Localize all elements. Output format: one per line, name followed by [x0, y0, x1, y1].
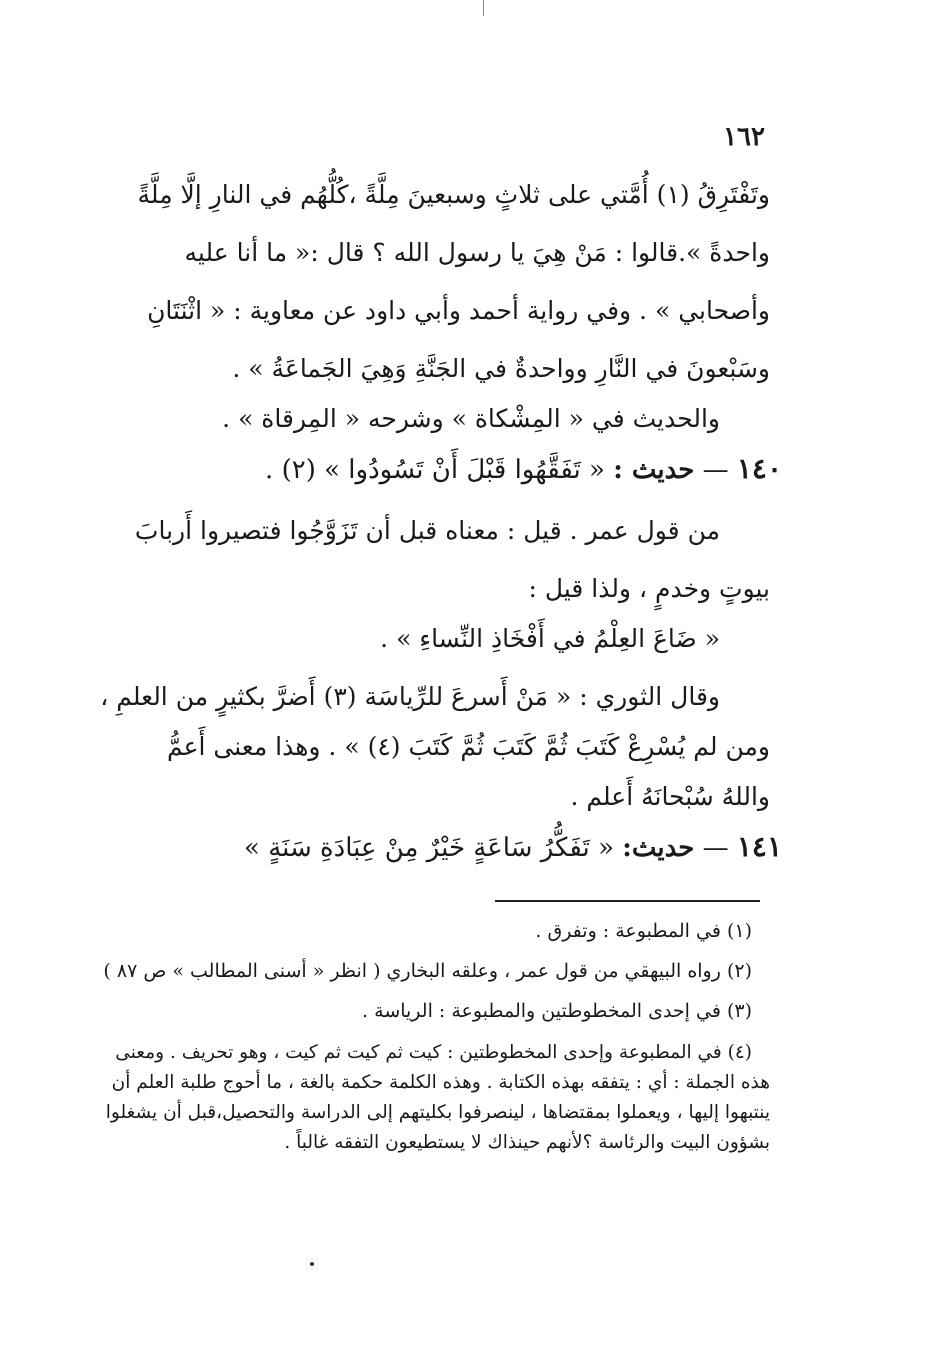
hadith-number: ١٤٠: [736, 452, 782, 485]
text-line: بيوتٍ وخدمٍ ، ولذا قيل :: [528, 574, 770, 603]
scan-mark: [483, 0, 484, 16]
footnote-4: [90, 1038, 770, 1158]
hadith-text: « تَفَكُّرُ سَاعَةٍ خَيْرٌ مِنْ عِبَادَةِ سَنَةٍ »: [244, 833, 614, 863]
text-line: من قول عمر . قيل : معناه قبل أن تَزَوَّجُوا فتصيروا أَربابَ: [134, 516, 720, 545]
hadith-dash: —: [702, 455, 729, 485]
text-line: وتَفْتَرِقُ (١) أُمَّتي على ثلاثٍ وسبعينَ مِلَّةً ،كُلُّهُم في النارِ إلَّا مِلَّةً: [137, 180, 770, 209]
hadith-text: « تَفَقَّهُوا قَبْلَ أَنْ تَسُودُوا » (٢) .: [265, 455, 605, 485]
footnote-1: (١) في المطبوعة : وتفرق .: [535, 920, 752, 942]
text-line: وأصحابي » . وفي رواية أحمد وأبي داود عن معاوية : « اثْنَتَانِ: [147, 296, 770, 325]
footnote-line: ينتبهوا إليها ، ويعملوا بمقتضاها ، لينصرفوا بكليتهم إلى الدراسة والتحصيل،قبل أن يشغلوا: [105, 1102, 770, 1123]
hadith-dash: —: [702, 833, 729, 863]
footnote-2: (٢) رواه البيهقي من قول عمر ، وعلقه البخاري ( انظر « أسنى المطالب » ص ٨٧ ): [103, 960, 752, 982]
text-line: « ضَاعَ العِلْمُ في أَفْخَاذِ النِّساءِ » .: [380, 624, 720, 653]
footnote-line: بشؤون البيت والرئاسة ؟لأنهم حينذاك لا يستطيعون التفقه غالباً .: [284, 1132, 770, 1153]
footnote-line: هذه الجملة : أي : يتفقه بهذه الكتابة . وهذه الكلمة حكمة بالغة ، ما أحوج طلبة العلم أن: [111, 1072, 770, 1093]
scan-speck: [310, 1262, 314, 1266]
hadith-label: حديث :: [613, 455, 695, 485]
footnote-3: (٣) في إحدى المخطوطتين والمطبوعة : الرياسة .: [362, 1000, 752, 1022]
footnote-separator: [495, 900, 760, 902]
footnotes: [90, 918, 770, 1158]
text-line: واللهُ سُبْحانَهُ أَعلم .: [570, 782, 770, 811]
main-text: [70, 180, 782, 894]
text-line: وسَبْعونَ في النَّارِ وواحدةٌ في الجَنَّةِ وَهِيَ الجَماعَةُ » .: [232, 354, 770, 383]
hadith-number: ١٤١: [736, 830, 782, 863]
hadith-heading-141: [70, 832, 782, 894]
footnote-line: (٤) في المطبوعة وإحدى المخطوطتين : كيت ثم كيت ثم كيت ، وهو تحريف . ومعنى: [115, 1042, 752, 1063]
text-line: والحديث في « المِشْكاة » وشرحه « المِرقاة » .: [222, 404, 720, 433]
text-line: وقال الثوري : « مَنْ أَسرعَ للرِّياسَة (٣) أَضرَّ بكثيرٍ من العلمِ ،: [100, 682, 720, 711]
page-number: ١٦٢: [723, 122, 765, 152]
text-line: واحدةً ».قالوا : مَنْ هِيَ يا رسول الله ؟ قال :« ما أنا عليه: [184, 238, 770, 267]
text-line: ومن لم يُسْرِعْ كَتَبَ ثُمَّ كَتَبَ ثُمَّ كَتَبَ (٤) » . وهذا معنى أَعمُّ: [166, 732, 770, 761]
hadith-label: حديث:: [622, 833, 695, 863]
hadith-heading-140: [70, 454, 782, 516]
